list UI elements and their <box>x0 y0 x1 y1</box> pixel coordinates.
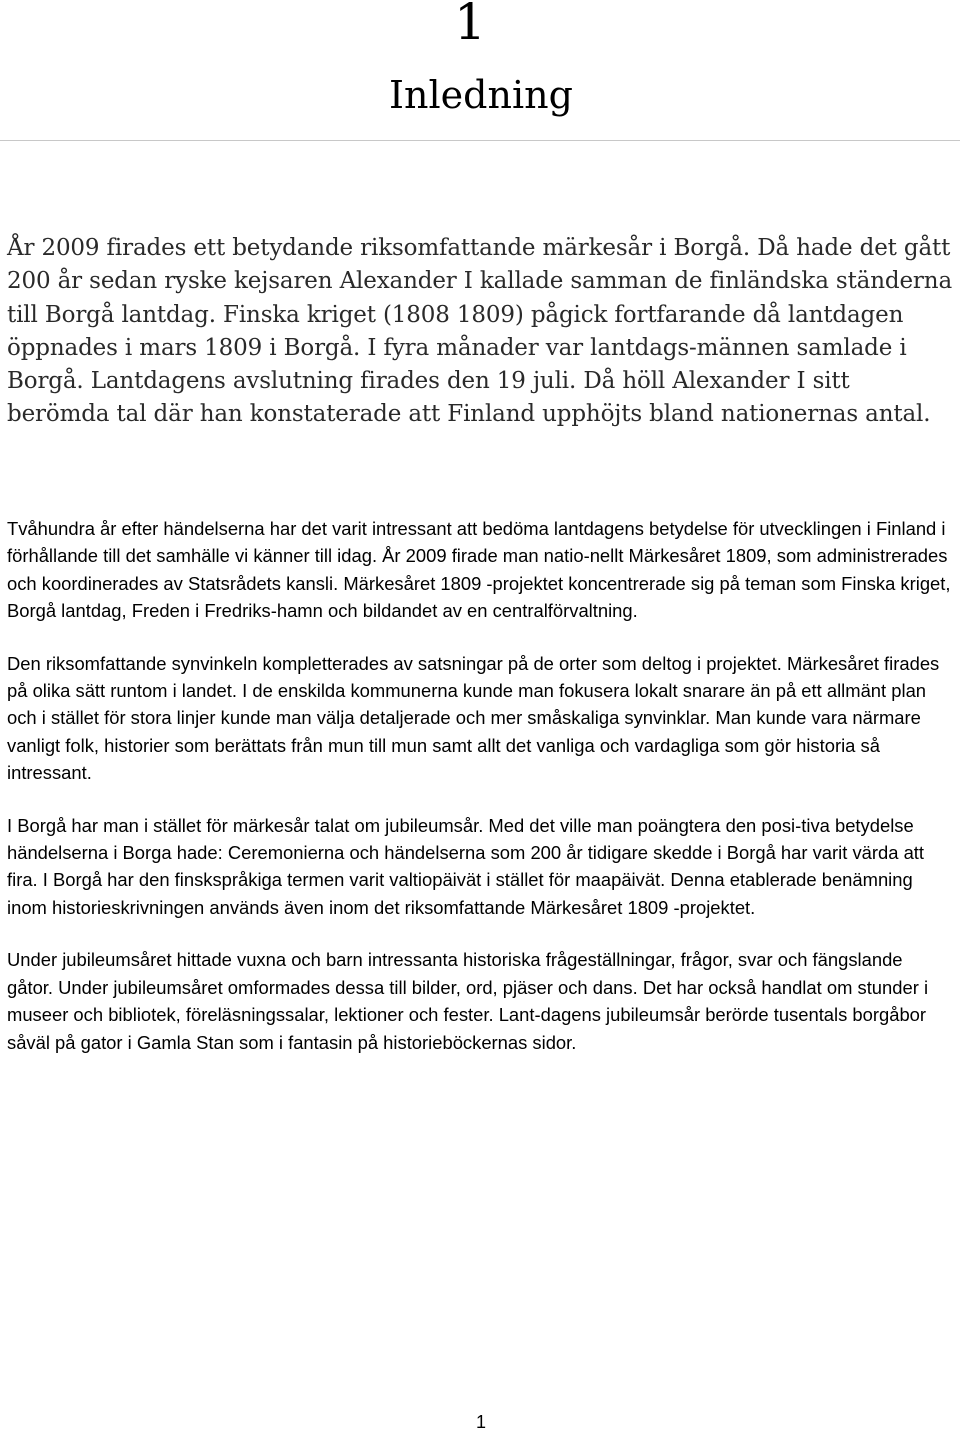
body-paragraph: I Borgå har man i stället för märkesår talat om jubileumsår. Med det ville man poängtera den posi-tiva betydelse händelserna i Borga hade: Ceremonierna och händelserna som 200 år tidigare skedde i Borgå har varit värda att fira. I Borgå har den finskspråkiga termen varit valtiopäivät i stället för maapäivät. Denna etablerade benämning inom historieskrivningen används även inom det riksomfattande Märkesåret 1809 -projektet. <box>7 814 925 918</box>
body-paragraph: Den riksomfattande synvinkeln kompletterades av satsningar på de orter som deltog i projektet. Märkesåret firades på olika sätt runtom i landet. I de enskilda kommunerna kunde man fokusera lokalt snarare än på ett allmänt plan och i stället för stora linjer kunde man välja detaljerade och mer småskaliga synvinklar. Man kunde vara närmare vanligt folk, historier som berättats från mun till mun samt allt det vanliga och vardagliga som gör historia så intressant. <box>7 652 940 784</box>
body-paragraph: Under jubileumsåret hittade vuxna och barn intressanta historiska frågeställningar, frågor, svar och fängslande gåtor. Under jubileumsåret omformades dessa till bilder, ord, pjäser och dans. Det har också handlat om stunder i museer och bibliotek, föreläsningssalar, lektioner och fester. Lant-dagens jubileumsår berörde tusentals borgåbor såväl på gator i Gamla Stan som i fantasin på historieböckernas sidor. <box>7 949 929 1053</box>
chapter-title: Inledning <box>389 73 573 117</box>
page-number: 1 <box>475 1412 486 1432</box>
intro-paragraph: År 2009 firades ett betydande riksomfattande märkesår i Borgå. Då hade det gått 200 år sedan ryske kejsaren Alexander I kallade samman de finländska ständerna till Borgå lantdag. Finska kriget (1808 1809) pågick fortfarande då lantdagen öppnades i mars 1809 i Borgå. I fyra månader var lantdags-männen samlade i Borgå. Lantdagens avslutning firades den 19 juli. Då höll Alexander I sitt berömda tal där han konstaterade att Finland upphöjts bland nationernas antal. <box>7 235 953 428</box>
header-divider <box>0 140 960 141</box>
chapter-number: 1 <box>454 0 486 51</box>
body-paragraph: Tvåhundra år efter händelserna har det varit intressant att bedöma lantdagens betydelse för utvecklingen i Finland i förhållande till det samhälle vi känner till idag. År 2009 firade man natio-nellt Märkesåret 1809, som administrerades och koordinerades av Statsrådets kansli. Märkesåret 1809 -projektet koncentrerade sig på teman som Finska kriget, Borgå lantdag, Freden i Fredriks-hamn och bildandet av en centralförvaltning. <box>7 518 951 622</box>
body-text <box>7 515 951 1081</box>
